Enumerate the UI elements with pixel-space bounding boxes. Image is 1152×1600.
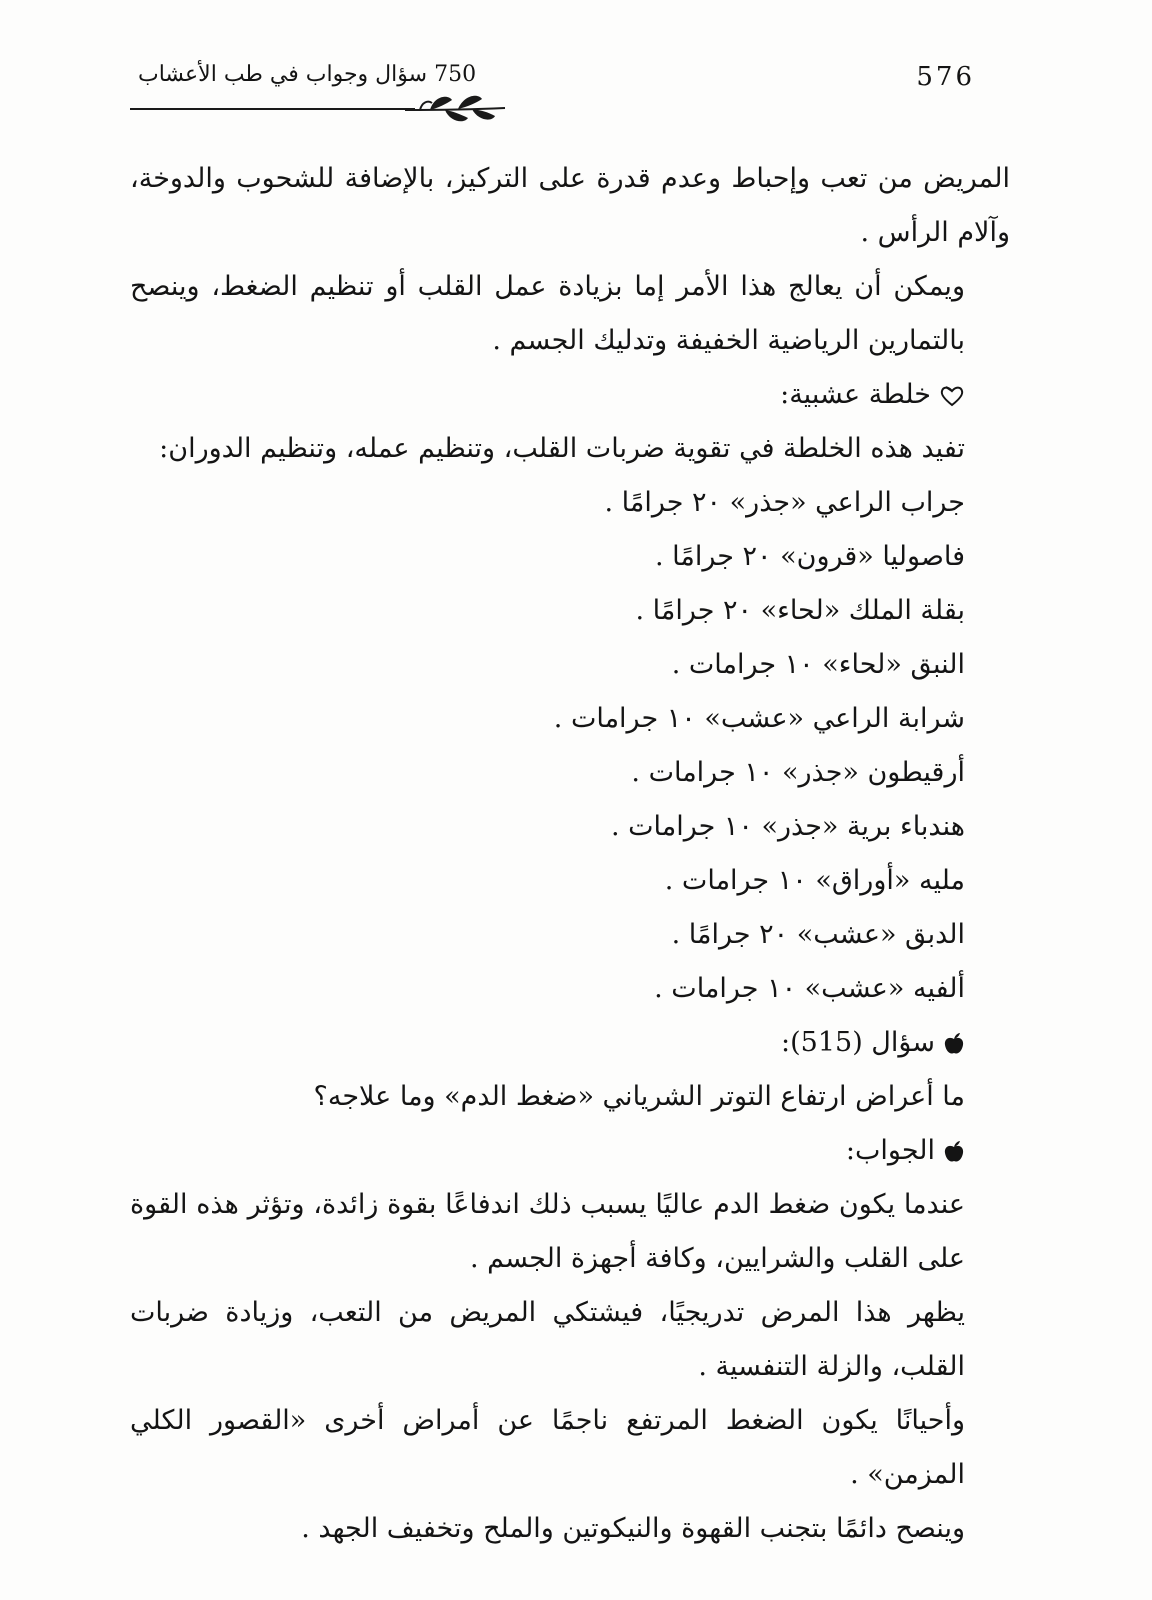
page-number: 576 — [916, 62, 975, 92]
ingredient-item: الدبق «عشب» ٢٠ جرامًا . — [671, 919, 965, 950]
apple-icon — [943, 1140, 965, 1164]
running-head: 750 سؤال وجواب في طب الأعشاب — [138, 62, 477, 87]
ingredient-item: النبق «لحاء» ١٠ جرامات . — [671, 649, 965, 680]
ingredient-item: مليه «أوراق» ١٠ جرامات . — [664, 865, 965, 896]
question-text: ما أعراض ارتفاع التوتر الشرياني «ضغط الدم» وما علاجه؟ — [313, 1081, 965, 1112]
page-header — [130, 60, 975, 120]
leaf-ornament-icon — [400, 90, 510, 128]
question-label: سؤال (515): — [781, 1027, 935, 1058]
answer-heading-row — [130, 1124, 1010, 1178]
header-rule — [130, 108, 415, 110]
apple-icon — [943, 1032, 965, 1056]
ingredient-item: فاصوليا «قرون» ٢٠ جرامًا . — [654, 541, 965, 572]
mixture-heading: خلطة عشبية: — [780, 379, 931, 410]
ingredient-item: ألفيه «عشب» ١٠ جرامات . — [654, 973, 965, 1004]
ingredient-item: بقلة الملك «لحاء» ٢٠ جرامًا . — [635, 595, 965, 626]
answer-paragraph: وأحيانًا يكون الضغط المرتفع ناجمًا عن أمراض أخرى «القصور الكلي المزمن» . — [130, 1405, 965, 1490]
answer-label: الجواب: — [845, 1135, 935, 1166]
ingredient-item: أرقيطون «جذر» ١٠ جرامات . — [631, 757, 965, 788]
answer-paragraph: عندما يكون ضغط الدم عاليًا يسبب ذلك اندفاعًا بقوة زائدة، وتؤثر هذه القوة على القلب والشرايين، وكافة أجهزة الجسم . — [130, 1189, 965, 1274]
ingredient-item: هندباء برية «جذر» ١٠ جرامات . — [610, 811, 965, 842]
intro-line: المريض من تعب وإحباط وعدم قدرة على التركيز، بالإضافة للشحوب والدوخة، وآلام الرأس . — [130, 163, 1010, 248]
page-body — [130, 152, 1010, 1556]
intro-paragraph: ويمكن أن يعالج هذا الأمر إما بزيادة عمل القلب أو تنظيم الضغط، وينصح بالتمارين الرياضية الخفيفة وتدليك الجسم . — [130, 271, 965, 356]
ingredient-item: شرابة الراعي «عشب» ١٠ جرامات . — [553, 703, 965, 734]
answer-paragraph: يظهر هذا المرض تدريجيًا، فيشتكي المريض من التعب، وزيادة ضربات القلب، والزلة التنفسية . — [130, 1297, 965, 1382]
heart-outline-icon — [939, 385, 965, 407]
mixture-description: تفيد هذه الخلطة في تقوية ضربات القلب، وتنظيم عمله، وتنظيم الدوران: — [159, 433, 965, 464]
mixture-heading-row — [130, 368, 1010, 422]
ingredient-item: جراب الراعي «جذر» ٢٠ جرامًا . — [604, 487, 965, 518]
question-heading-row — [130, 1016, 1010, 1070]
answer-paragraph: وينصح دائمًا بتجنب القهوة والنيكوتين والملح وتخفيف الجهد . — [301, 1513, 965, 1544]
